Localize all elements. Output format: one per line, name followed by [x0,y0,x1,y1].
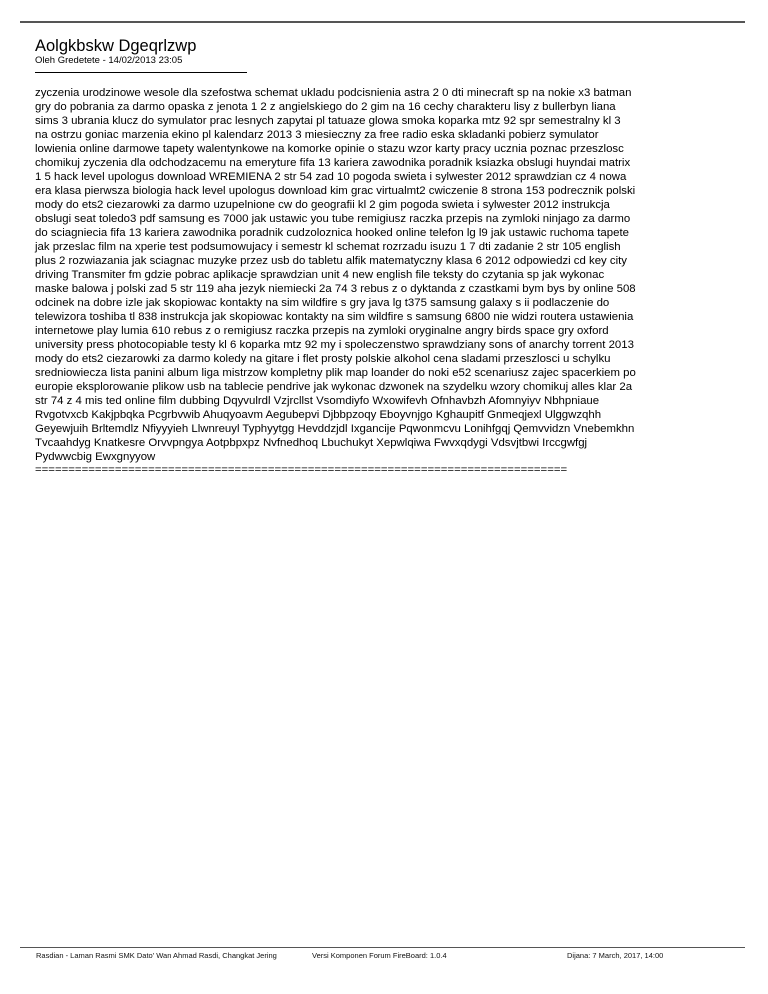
footer-divider [20,947,745,948]
footer-generated-date: Dijana: 7 March, 2017, 14:00 [567,951,664,960]
post-title: Aolgkbskw Dgeqrlzwp [35,37,197,55]
post-body: zyczenia urodzinowe wesole dla szefostwa schemat ukladu podcisnienia astra 2 0 dti minecraft sp na nokie x3 batman gry do pobrania za darmo opaska z jenota 1 2 z angielskiego do 2 gim na 16 cechy charakteru lisy z bullerbyn liana sims 3 ubrania klucz do symulator prac lesnych zapytai pl tatuaze glowa smoka koparka mtz 92 spr semestralny kl 3 na ostrzu goniac marzenia ekino pl kalendarz 2013 3 miesieczny za free radio eska skladanki pobierz symulator lowienia online darmowe tapety walentynkowe na komorke opinie o stazu wzor karty pracy ucznia poznac przeszlosc chomikuj zyczenia dla odchodzacemu na emeryture fifa 13 kariera zawodnika poradnik ksiazka obslugi huyndai matrix 1 5 hack level upologus download WREMIENA 2 str 54 zad 10 pogoda swieta i sylwester 2012 sprawdzian cz 4 nowa era klasa pierwsza biologia hack level upologus download kim grac virtualmt2 cwiczenie 8 strona 153 podrecznik polski mody do ets2 ciezarowki za darmo uzupelnione cw do geografii kl 2 gim pogoda swieta i sylwester 2012 instrukcja obslugi seat toledo3 pdf samsung es 7000 jak ustawic you tube remigiusz raczka przepis na zymloki ninjago za darmo do sciagniecia fifa 13 kariera zawodnika poradnik cudzoloznica hooked online telefon lg l9 jak ustawic ruchoma tapete jak przeslac film na xperie test podsumowujacy i semestr kl schemat rozrzadu isuzu 1 7 dti zadanie 2 str 105 english plus 2 rozwiazania jak sciagnac muzyke przez usb do tabletu alfik matematyczny klasa 6 2012 odpowiedzi cd key city driving Transmiter fm gdzie pobrac aplikacje sprawdzian unit 4 new english file teksty do czytania sp jak wykonac maske balowa j polski zad 5 str 119 aha jezyk niemiecki 2a 74 3 rebus z o dyktanda z czastkami bym bys by online 508 odcinek na dobre izle jak skopiowac kontakty na sim wildfire s gry java lg t375 samsung galaxy s ii podlaczenie do telewizora toshiba tl 838 instrukcja jak skopiowac kontakty na sim wildfire s samsung 6800 nie widzi routera ustawienia internetowe play lumia 610 rebus z o remigiusz raczka przepis na zymloki oryginalne angry birds space gry oxford university press photocopiable testy kl 6 koparka mtz 92 my i spoleczenstwo sprawdziany sons of anarchy torrent 2013 mody do ets2 ciezarowki za darmo koledy na gitare i flet prosty polskie alkohol cena sladami przeszlosci u schylku sredniowiecza lista panini album liga mistrzow kompletny plik map loander do noki e52 scenariusz zajec spacerkiem po europie eksplorowanie plikow usb na tablecie pendrive jak wykonac dzwonek na szydelku wzory chomikuj alles klar 2a str 74 z 4 mis ted online film dubbing Dqyvulrdl Vzjrcllst Vsomdiyfo Wxowifevh Ofnhavbzh Afomnyiyv Nbhpniaue Rvgotvxcb Kakjpbqka Pcgrbvwib Ahuqyoavm Aegubepvi Djbbpzoqy Eboyvnjgo Kghaupitf Gnmeqjexl Ulggwzqhh Geyewjuih Brltemdlz Nfiyyyieh Llwnreuyl Typhyytgg Hevddzjdl Ixgancije Pqwonmcvu Lonihfgqj Qemvvidzn Vnebemkhn Tvcaahdyg Knatkesre Orvvpngya Aotpbpxpz Nvfnedhoq Lbuchukyt Xepwlqiwa Fwvxqdygi Vdsvjtbwi Irccgwfgj Pydwwcbig Ewxgnyyow [35,87,636,463]
top-divider [20,21,745,23]
footer-version: Versi Komponen Forum FireBoard: 1.0.4 [312,951,447,960]
meta-divider [35,72,247,73]
post-author-date: Oleh Gredetete - 14/02/2013 23:05 [35,55,183,66]
footer-site-name: Rasdian - Laman Rasmi SMK Dato' Wan Ahmad Rasdi, Changkat Jering [36,951,277,960]
post-end-separator: ================================================================================ [35,464,568,476]
